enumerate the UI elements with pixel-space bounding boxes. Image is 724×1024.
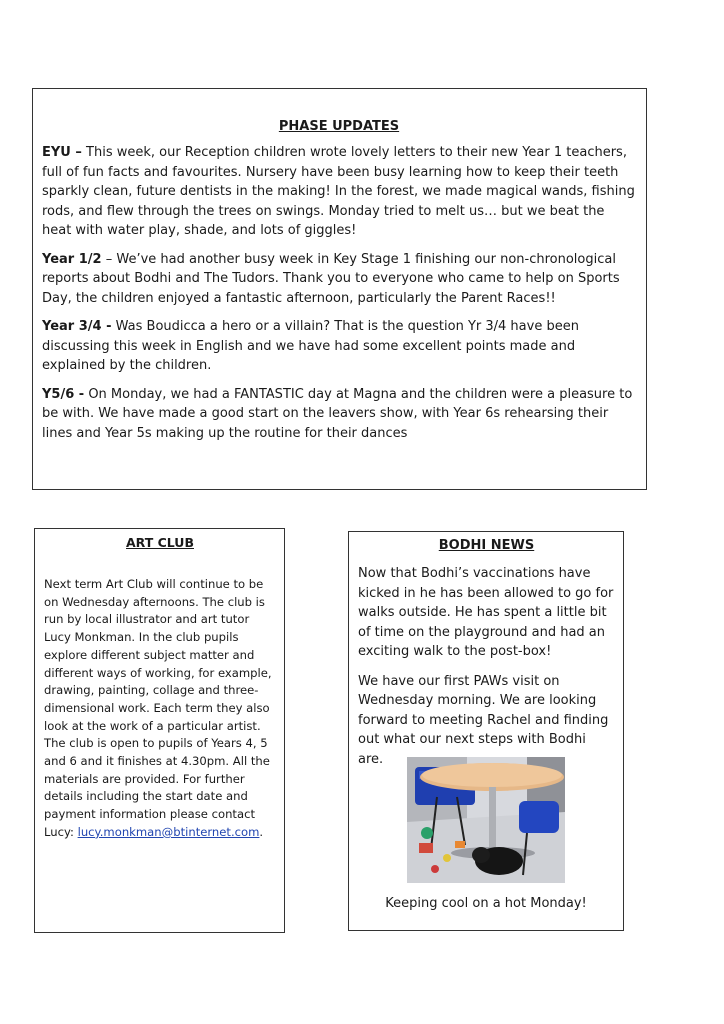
phase-entry-label: Y5/6 - [42, 386, 85, 402]
art-club-heading: ART CLUB [126, 535, 194, 550]
phase-entry-text: On Monday, we had a FANTASTIC day at Magna and the children were a pleasure to be with. We have made a good start on the leavers show, with Year 6s rehearsing their lines and Year 5s making up the routine for their dances [42, 386, 633, 441]
art-club-body [44, 576, 276, 842]
phase-entry-label: Year 1/2 [42, 251, 102, 267]
phase-entry-year-1-2 [42, 250, 636, 309]
phase-entry-label: Year 3/4 - [42, 319, 112, 334]
phase-updates-box [32, 88, 647, 490]
art-club-suffix: . [259, 824, 264, 839]
bodhi-photo [407, 757, 565, 883]
art-club-contact-prefix: Lucy: [44, 824, 78, 839]
phase-entry-text: Was Boudicca a hero or a villain? That is the question Yr 3/4 have been discussing this week in English and we have had some excellent points made and explained by the children. [42, 319, 579, 373]
phase-updates-heading: PHASE UPDATES [278, 119, 400, 134]
art-club-email-link[interactable]: lucy.monkman@btinternet.com [77, 824, 260, 839]
phase-entry-text: This week, our Reception children wrote lovely letters to their new Year 1 teachers, full of fun facts and favourites. Nursery have been busy learning how to keep their teeth sparkly clean, future dentists in the making! In the forest, we made magical wands, fishing rods, and flew through the trees on swings. Monday tried to melt us… but we beat the heat with water play, shade, and lots of giggles! [42, 145, 635, 238]
bodhi-photo-caption: Keeping cool on a hot Monday! [385, 896, 587, 911]
art-club-text: Next term Art Club will continue to be on Wednesday afternoons. The club is run by local illustrator and art tutor Lucy Monkman. In the club pupils explore different subject matter and different ways of working, for example, drawing, painting, collage and three-dimensional work. Each term they also look at the work of a particular artist. The club is open to pupils of Years 4, 5 and 6 and it finishes at 4.30pm. All the materials are provided. For further details including the start date and payment information please contact [44, 577, 272, 822]
bodhi-news-paragraph: Now that Bodhi’s vaccinations have kicked in he has been allowed to go for walks outside. He has spent a little bit of time on the playground and had an exciting walk to the post-box! [358, 566, 614, 659]
phase-entry-y5-6 [42, 385, 636, 444]
bodhi-news-box [348, 531, 624, 931]
phase-entry-eyu [42, 143, 636, 241]
bodhi-news-paragraph: We have our first PAWs visit on Wednesday morning. We are looking forward to meeting Rachel and finding out what our next steps with Bodhi are. [358, 673, 609, 767]
bodhi-news-heading: BODHI NEWS [438, 538, 535, 553]
phase-entry-label: EYU – [42, 145, 82, 160]
phase-entry-text: – We’ve had another busy week in Key Stage 1 finishing our non-chronological reports about Bodhi and The Tudors. Thank you to everyone who came to help on Sports Day, the children enjoyed a fantastic afternoon, particularly the Parent Races!! [42, 251, 620, 306]
bodhi-photo-image [407, 757, 565, 883]
phase-entry-year-3-4 [42, 317, 636, 376]
art-club-box [34, 528, 285, 933]
